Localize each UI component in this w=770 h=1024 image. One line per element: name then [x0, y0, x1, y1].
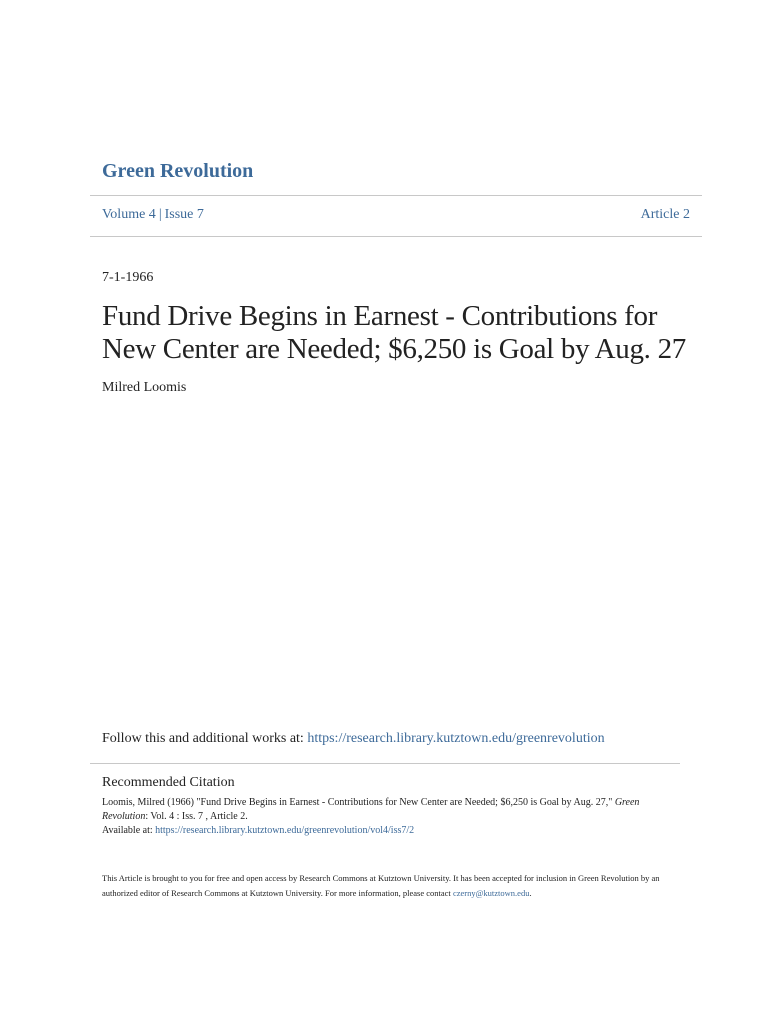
volume-link[interactable]: Volume 4	[102, 207, 156, 222]
access-statement-end: .	[529, 888, 532, 898]
volume-issue-separator: |	[158, 207, 162, 222]
citation-body	[102, 796, 672, 838]
issue-link[interactable]: Issue 7	[164, 207, 204, 222]
header-divider-top	[90, 195, 702, 196]
citation-journal: Green Revolution	[102, 797, 640, 822]
contact-email-link[interactable]: czerny@kutztown.edu	[452, 888, 530, 898]
citation-heading: Recommended Citation	[102, 775, 235, 790]
citation-text-end: : Vol. 4 : Iss. 7 , Article 2.	[145, 811, 248, 822]
article-url-link[interactable]: https://research.library.kutztown.edu/greenrevolution/vol4/iss7/2	[155, 825, 415, 836]
article-title: Fund Drive Begins in Earnest - Contributions for New Center are Needed; $6,250 is Goal by Aug. 27	[102, 300, 686, 365]
available-prefix: Available at:	[102, 825, 156, 836]
access-statement	[102, 871, 662, 901]
access-statement-text: This Article is brought to you for free and open access by Research Commons at Kutztown University. It has been accepted for inclusion in Green Revolution by an authorized editor of Research Commons at Kutztown University. For more information, please contact	[102, 873, 660, 898]
citation-text-start: Loomis, Milred (1966) "Fund Drive Begins in Earnest - Contributions for New Center are Needed; $6,250 is Goal by Aug. 27,"	[102, 797, 615, 808]
article-number-link[interactable]: Article 2	[640, 207, 690, 222]
follow-line	[102, 731, 605, 747]
header-divider-bottom	[90, 236, 702, 237]
author-name: Milred Loomis	[102, 380, 187, 395]
issue-row	[102, 207, 690, 223]
follow-prefix: Follow this and additional works at:	[102, 731, 308, 746]
publication-date: 7-1-1966	[102, 270, 154, 285]
journal-title-link[interactable]: Green Revolution	[102, 160, 254, 182]
collection-url-link[interactable]: https://research.library.kutztown.edu/greenrevolution	[307, 731, 605, 746]
citation-divider	[90, 763, 680, 764]
